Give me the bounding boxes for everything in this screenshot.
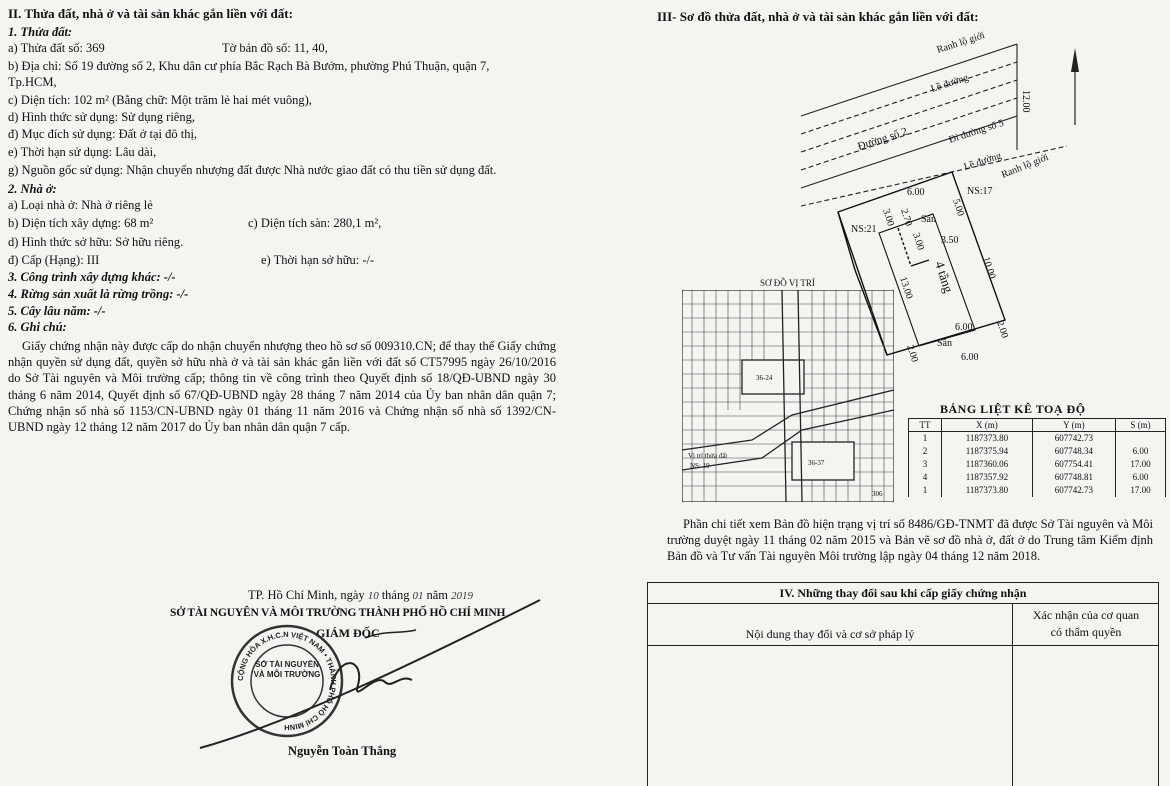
coordinate-cell: 17.00 (1115, 458, 1165, 471)
director-name: Nguyễn Toàn Thắng (288, 744, 397, 758)
loai-nha-o: a) Loại nhà ở: Nhà ở riêng lẻ (8, 198, 153, 212)
coordinate-cell: 607742.73 (1032, 432, 1115, 446)
changes-divider (1012, 604, 1013, 786)
duong-so-2: Đường số 2 (856, 125, 909, 153)
director-signature (180, 590, 560, 760)
block-36-37: 36-37 (808, 459, 825, 467)
location-map-title: SƠ ĐỒ VỊ TRÍ (760, 278, 815, 288)
changes-col-confirm-line2: có thẩm quyền (1050, 625, 1122, 639)
changes-col-content: Nội dung thay đổi và cơ sở pháp lý (745, 627, 915, 641)
coordinate-col-header: Y (m) (1032, 419, 1115, 432)
date-year-label: năm (426, 588, 448, 602)
director-title: GIÁM ĐỐC (316, 626, 380, 640)
dim-13: 13.00 (897, 275, 915, 301)
changes-col-confirm-line1: Xác nhận của cơ quan (1032, 608, 1140, 622)
dim-6-top: 6.00 (907, 187, 925, 198)
dim-2-7: 2.70 (898, 207, 915, 228)
dim-3-5: 3.50 (941, 235, 959, 246)
dim-10: 10.00 (980, 255, 998, 281)
thua-dat-so: a) Thửa đất số: 369 (8, 41, 105, 55)
coordinate-cell: 3 (909, 458, 942, 471)
coordinate-cell: 1187357.92 (942, 471, 1033, 484)
ghi-chu-text: Giấy chứng nhận này được cấp do nhận chuyển nhượng theo hồ sơ số 009310.CN; để thay thế Giấy chứng nhận quyền sử dụng đất, quyền sở hữu nhà ở và tài sản khác gắn liền với đất số CT57995 ngày 26/10/2016 do Sở Tài nguyên và Môi trường cấp; thông tin về công trình theo Quyết định số 18/QĐ-UBND ngày 30 tháng 6 năm 2014, Quyết định số 67/QĐ-UBND ngày 28 tháng 7 năm 2014 của Ủy ban nhân dân quận 7; Chứng nhận số nhà số 1153/CN-UBND ngày 01 tháng 11 năm 2016 và Chứng nhận số nhà số 1392/CN-UBND ngày 12 tháng 12 năm 2017 do Ủy ban nhân dân quận 7 cấp. (8, 339, 556, 435)
thoi-han-so-huu: e) Thời hạn sở hữu: -/- (261, 253, 375, 267)
section-2-title: II. Thửa đất, nhà ở và tài sản khác gắn liền với đất: (8, 6, 293, 21)
ns17-label: NS:17 (967, 186, 993, 197)
rung-san-xuat: 4. Rừng sản xuất là rừng trồng: -/- (8, 287, 189, 301)
changes-header-rule (648, 645, 1158, 646)
date-year: 2019 (451, 590, 473, 602)
coordinate-cell: 2 (909, 445, 942, 458)
location-map (682, 290, 894, 502)
right-page (585, 0, 1170, 785)
di-duong-so-5: Đi đường số 5 (947, 117, 1006, 146)
coordinate-table (908, 418, 1166, 497)
ns21-label: NS:21 (851, 224, 877, 235)
nha-o-heading: 2. Nhà ở: (8, 182, 57, 196)
left-page (0, 0, 585, 785)
north-arrow-icon (1071, 48, 1079, 125)
coordinate-table-title: BẢNG LIỆT KÊ TOẠ ĐỘ (940, 402, 1086, 416)
dim-3: 3.00 (880, 207, 897, 228)
coordinate-cell: 607754.41 (1032, 458, 1115, 471)
san-bottom: Sân (937, 338, 952, 349)
changes-col-confirm (1014, 607, 1158, 641)
thua-dat-heading: 1. Thửa đất: (8, 25, 73, 39)
le-duong-bottom: Lề đường (962, 150, 1003, 173)
dim-5: 5.00 (950, 197, 967, 218)
dia-chi-cont: Tp.HCM, (8, 75, 57, 89)
cong-trinh-khac: 3. Công trình xây dựng khác: -/- (8, 270, 176, 284)
coordinate-cell: 1187373.80 (942, 484, 1033, 497)
coordinate-cell: 1187375.94 (942, 445, 1033, 458)
cap-hang: đ) Cấp (Hạng): III (8, 253, 100, 267)
date-day: 10 (367, 590, 379, 602)
place-date-label: TP. Hồ Chí Minh, ngày (248, 588, 365, 602)
ranh-lo-gioi-bottom: Ranh lộ giới (1000, 151, 1051, 181)
coordinate-cell: 6.00 (1115, 471, 1165, 484)
changes-table (647, 582, 1159, 786)
coordinate-cell: 1187373.80 (942, 432, 1033, 446)
le-duong-top: Lề đường (929, 72, 970, 95)
dim-6-bottom: 6.00 (961, 352, 979, 363)
coordinate-row (909, 445, 1166, 458)
stamp-center-text: SỞ TÀI NGUYÊN VÀ MÔI TRƯỜNG (253, 660, 321, 679)
dien-tich: c) Diện tích: 102 m² (Bằng chữ: Một trăm lẻ hai mét vuông), (8, 93, 312, 107)
coordinate-cell: 1187360.06 (942, 458, 1033, 471)
coordinate-cell: 1 (909, 484, 942, 497)
coordinate-cell: 607748.34 (1032, 445, 1115, 458)
detail-note: Phần chi tiết xem Bản đồ hiện trạng vị trí số 8486/GĐ-TNMT đã được Sở Tài nguyên và Môi trường duyệt ngày 11 tháng 02 năm 2015 và Bản vẽ sơ đồ nhà ở, đất ở do Trung tâm Kiểm định Bản đồ và Tư vấn Tài nguyên Môi trường lập ngày 04 tháng 12 năm 2018. (667, 517, 1153, 563)
coordinate-row (909, 432, 1166, 446)
ghi-chu-heading: 6. Ghi chú: (8, 320, 67, 334)
coordinate-col-header: S (m) (1115, 419, 1165, 432)
coordinate-cell: 4 (909, 471, 942, 484)
stamp-ring-text: CỘNG HÒA X.H.C.N VIỆT NAM • THÀNH PHỐ HỒ CHÍ MINH (235, 629, 339, 733)
dim-2-right: 2.00 (994, 319, 1011, 340)
four-floors-label: 4 tầng (932, 259, 957, 295)
coordinate-cell (1115, 432, 1165, 446)
coordinate-row (909, 484, 1166, 497)
san-top: Sân (921, 214, 936, 225)
to-ban-do-so: Tờ bản đồ số: 11, 40, (222, 41, 328, 55)
hinh-thuc-so-huu: d) Hình thức sở hữu: Sở hữu riêng. (8, 235, 184, 249)
dia-chi: b) Địa chỉ: Số 19 đường số 2, Khu dân cư phía Bắc Rạch Bà Bướm, phường Phú Thuận, quận 7, (8, 59, 490, 73)
dim-3-0: 3.00 (910, 231, 927, 252)
dien-tich-san: c) Diện tích sàn: 280,1 m², (248, 216, 382, 230)
coordinate-cell: 17.00 (1115, 484, 1165, 497)
coordinate-table-header (909, 419, 1166, 432)
cay-lau-nam: 5. Cây lâu năm: -/- (8, 304, 106, 318)
coordinate-row (909, 471, 1166, 484)
date-month-label: tháng (381, 588, 410, 602)
date-month: 01 (412, 590, 424, 602)
block-36-24: 36-24 (756, 374, 773, 382)
dim-2-left: 2.00 (904, 343, 921, 364)
coordinate-col-header: X (m) (942, 419, 1033, 432)
changes-title: IV. Những thay đổi sau khi cấp giấy chứng nhận (648, 583, 1158, 604)
section-3-title: III- Sơ đồ thửa đất, nhà ở và tài sản khác gắn liền với đất: (657, 9, 979, 24)
nguon-goc-su-dung: g) Nguồn gốc sử dụng: Nhận chuyển nhượng đất được Nhà nước giao đất có thu tiền sử dụng đất. (8, 163, 497, 177)
road-width-12: 12.00 (1020, 90, 1031, 113)
dien-tich-xay-dung: b) Diện tích xây dựng: 68 m² (8, 216, 154, 230)
ns19-label: NS: 19 (690, 462, 710, 470)
hinh-thuc-su-dung: d) Hình thức sử dụng: Sử dụng riêng, (8, 110, 195, 124)
coordinate-row (909, 458, 1166, 471)
plot-306: 306 (872, 490, 883, 498)
coordinate-cell: 1 (909, 432, 942, 446)
coordinate-cell: 6.00 (1115, 445, 1165, 458)
parcel-location-label: Vị trí thửa đất (688, 452, 728, 460)
coordinate-table-body (909, 432, 1166, 498)
issuing-organization: SỞ TÀI NGUYÊN VÀ MÔI TRƯỜNG THÀNH PHỐ HỒ CHÍ MINH (170, 607, 506, 619)
coordinate-cell: 607742.73 (1032, 484, 1115, 497)
muc-dich-su-dung: đ) Mục đích sử dụng: Đất ở tại đô thị, (8, 127, 198, 141)
dim-6-mid: 6.00 (955, 322, 973, 333)
coordinate-col-header: TT (909, 419, 942, 432)
ranh-lo-gioi-top: Ranh lộ giới (935, 30, 987, 56)
thoi-han-su-dung: e) Thời hạn sử dụng: Lâu dài, (8, 145, 157, 159)
coordinate-cell: 607748.81 (1032, 471, 1115, 484)
